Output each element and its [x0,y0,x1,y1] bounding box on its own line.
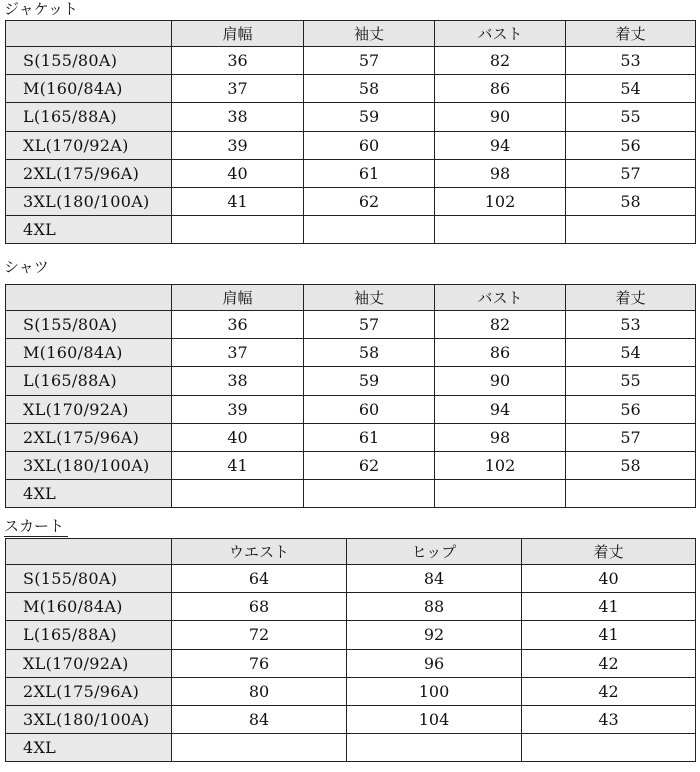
measurement-cell: 43 [522,705,696,733]
measurement-cell [347,734,522,762]
measurement-cell: 38 [172,367,304,395]
measurement-cell [522,734,696,762]
table-row [6,367,696,395]
table-row [6,103,696,131]
measurement-cell: 86 [435,75,566,103]
measurement-cell: 57 [566,159,696,187]
skirt-size-table [5,538,696,762]
shirt-header-corner [6,285,172,311]
measurement-cell: 102 [435,187,566,215]
size-label: M(160/84A) [6,75,172,103]
measurement-cell: 68 [172,593,347,621]
measurement-cell: 42 [522,677,696,705]
measurement-cell: 92 [347,621,522,649]
measurement-cell: 41 [522,593,696,621]
measurement-cell: 40 [522,565,696,593]
table-row [6,649,696,677]
measurement-cell: 36 [172,311,304,339]
measurement-cell: 38 [172,103,304,131]
measurement-cell: 61 [304,159,435,187]
measurement-cell: 90 [435,367,566,395]
skirt-column-header: ウエスト [172,539,347,565]
measurement-cell: 88 [347,593,522,621]
measurement-cell [435,216,566,244]
skirt-title-underline [4,536,68,537]
table-row [6,159,696,187]
measurement-cell: 55 [566,103,696,131]
table-row [6,480,696,508]
skirt-section-title: スカート [4,517,65,535]
skirt-header-corner [6,539,172,565]
shirt-column-header: バスト [435,285,566,311]
measurement-cell: 39 [172,395,304,423]
size-label: XL(170/92A) [6,395,172,423]
size-label: L(165/88A) [6,103,172,131]
shirt-column-header: 着丈 [566,285,696,311]
table-row [6,339,696,367]
measurement-cell: 57 [304,47,435,75]
size-label: S(155/80A) [6,565,172,593]
size-label: S(155/80A) [6,311,172,339]
size-label: 2XL(175/96A) [6,159,172,187]
measurement-cell: 62 [304,187,435,215]
jacket-column-header: 着丈 [566,21,696,47]
measurement-cell: 86 [435,339,566,367]
measurement-cell [304,216,435,244]
size-label: 3XL(180/100A) [6,451,172,479]
measurement-cell: 59 [304,103,435,131]
size-label: L(165/88A) [6,621,172,649]
size-label: 4XL [6,734,172,762]
measurement-cell: 42 [522,649,696,677]
skirt-column-header: ヒップ [347,539,522,565]
measurement-cell: 84 [172,705,347,733]
size-label: M(160/84A) [6,339,172,367]
size-label: 4XL [6,216,172,244]
table-row [6,75,696,103]
measurement-cell: 100 [347,677,522,705]
shirt-section-title: シャツ [4,258,49,276]
table-row [6,311,696,339]
size-label: 3XL(180/100A) [6,705,172,733]
table-row [6,47,696,75]
table-row [6,216,696,244]
jacket-size-table [5,20,696,244]
measurement-cell [435,480,566,508]
table-row [6,621,696,649]
table-row [6,593,696,621]
table-row [6,451,696,479]
measurement-cell: 36 [172,47,304,75]
measurement-cell: 72 [172,621,347,649]
measurement-cell: 94 [435,131,566,159]
measurement-cell: 40 [172,423,304,451]
size-label: XL(170/92A) [6,131,172,159]
size-label: 3XL(180/100A) [6,187,172,215]
measurement-cell: 76 [172,649,347,677]
measurement-cell: 55 [566,367,696,395]
measurement-cell: 56 [566,131,696,159]
measurement-cell: 96 [347,649,522,677]
measurement-cell: 62 [304,451,435,479]
table-row [6,705,696,733]
measurement-cell: 53 [566,47,696,75]
jacket-section-title: ジャケット [4,0,78,18]
measurement-cell: 56 [566,395,696,423]
measurement-cell: 98 [435,423,566,451]
measurement-cell: 57 [304,311,435,339]
measurement-cell [172,216,304,244]
measurement-cell: 59 [304,367,435,395]
shirt-column-header: 肩幅 [172,285,304,311]
size-label: 4XL [6,480,172,508]
measurement-cell [566,216,696,244]
measurement-cell [172,480,304,508]
measurement-cell: 98 [435,159,566,187]
measurement-cell: 60 [304,395,435,423]
measurement-cell: 37 [172,75,304,103]
measurement-cell [304,480,435,508]
measurement-cell: 82 [435,47,566,75]
measurement-cell: 41 [172,187,304,215]
measurement-cell: 104 [347,705,522,733]
measurement-cell: 53 [566,311,696,339]
measurement-cell: 39 [172,131,304,159]
measurement-cell: 37 [172,339,304,367]
measurement-cell: 58 [304,75,435,103]
measurement-cell: 41 [522,621,696,649]
measurement-cell: 57 [566,423,696,451]
shirt-column-header: 袖丈 [304,285,435,311]
table-row [6,395,696,423]
table-row [6,734,696,762]
size-label: S(155/80A) [6,47,172,75]
shirt-header-row [6,285,696,311]
skirt-header-row [6,539,696,565]
size-label: M(160/84A) [6,593,172,621]
table-row [6,423,696,451]
size-label: 2XL(175/96A) [6,677,172,705]
table-row [6,187,696,215]
measurement-cell: 80 [172,677,347,705]
size-label: 2XL(175/96A) [6,423,172,451]
measurement-cell: 40 [172,159,304,187]
shirt-size-table [5,284,696,508]
size-label: XL(170/92A) [6,649,172,677]
measurement-cell: 64 [172,565,347,593]
jacket-header-corner [6,21,172,47]
jacket-column-header: バスト [435,21,566,47]
size-label: L(165/88A) [6,367,172,395]
table-row [6,565,696,593]
skirt-column-header: 着丈 [522,539,696,565]
measurement-cell [172,734,347,762]
measurement-cell: 61 [304,423,435,451]
jacket-header-row [6,21,696,47]
measurement-cell: 58 [566,187,696,215]
measurement-cell: 54 [566,339,696,367]
measurement-cell: 54 [566,75,696,103]
table-row [6,677,696,705]
measurement-cell [566,480,696,508]
measurement-cell: 102 [435,451,566,479]
measurement-cell: 82 [435,311,566,339]
table-row [6,131,696,159]
measurement-cell: 41 [172,451,304,479]
measurement-cell: 58 [304,339,435,367]
jacket-column-header: 肩幅 [172,21,304,47]
measurement-cell: 90 [435,103,566,131]
measurement-cell: 94 [435,395,566,423]
measurement-cell: 60 [304,131,435,159]
measurement-cell: 84 [347,565,522,593]
measurement-cell: 58 [566,451,696,479]
jacket-column-header: 袖丈 [304,21,435,47]
